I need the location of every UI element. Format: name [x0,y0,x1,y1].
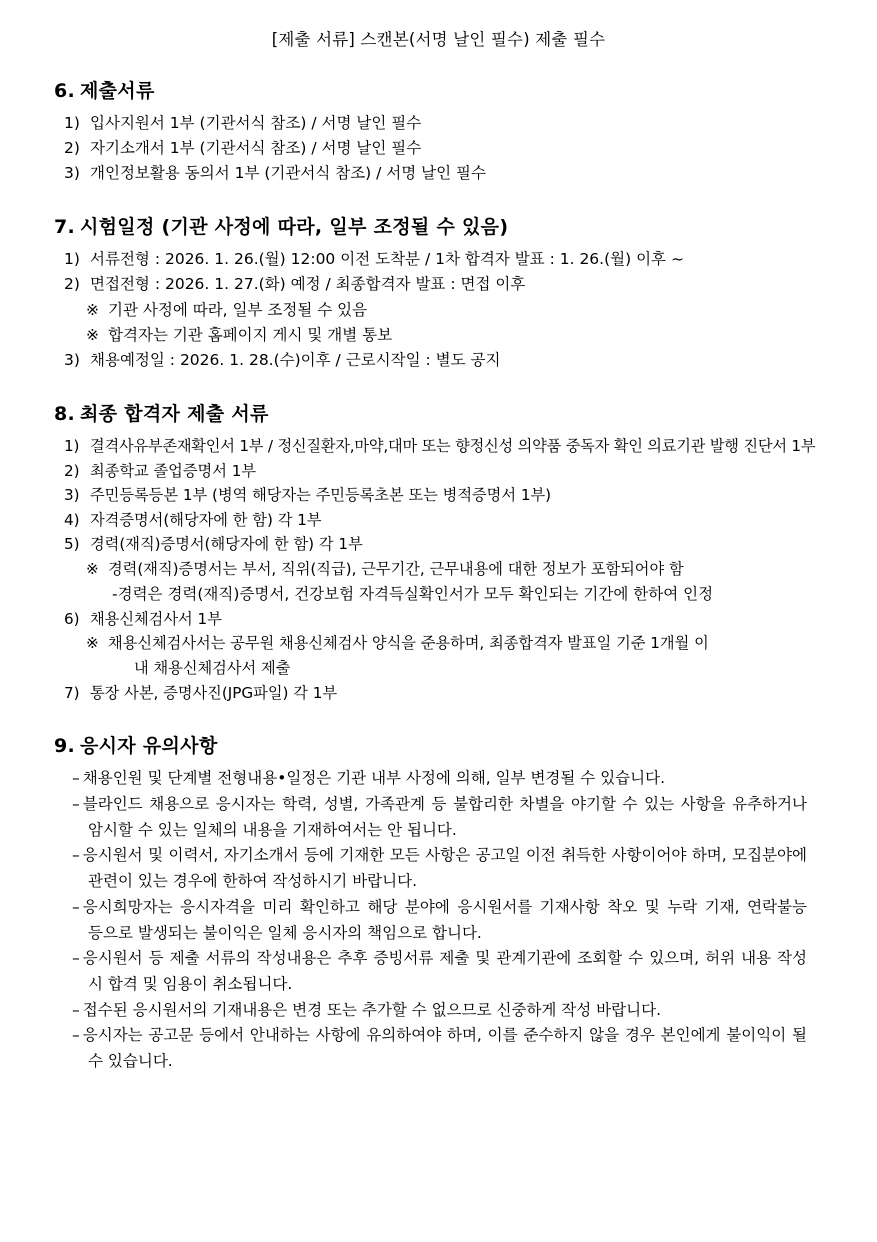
item-text: 서류전형 : 2026. 1. 26.(월) 12:00 이전 도착분 / 1차 합격자 발표 : 1. 26.(월) 이후 ~ [90,250,684,269]
note-mark: ※ [86,300,99,319]
item-label: 3) [64,350,80,369]
section-9-title [42,731,835,758]
item-text: 응시원서 등 제출 서류의 작성내용은 추후 증빙서류 제출 및 관계기관에 조회할 수 있으며, 허위 내용 작성 시 합격 및 임용이 취소됩니다. [82,949,807,993]
list-item-subnote [42,582,835,607]
item-text: 접수된 응시원서의 기재내용은 변경 또는 추가할 수 없으므로 신중하게 작성 바랍니다. [82,1000,662,1019]
item-label: 1) [64,114,80,132]
dash-marker: – [72,846,80,865]
item-text: 채용인원 및 단계별 전형내용•일정은 기관 내부 사정에 의해, 일부 변경될 수 있습니다. [82,769,666,788]
list-item [42,272,835,297]
section-8-list [42,434,835,705]
section-6-title [42,76,835,103]
section-7 [42,212,835,373]
list-item [42,161,835,186]
section-9 [42,731,835,1075]
item-label: 1) [64,250,80,269]
section-7-heading: 시험일정 (기관 사정에 따라, 일부 조정될 수 있음) [80,216,509,239]
list-item [42,1023,835,1074]
section-6-list [42,111,835,186]
list-item-note-continuation [42,656,835,681]
item-label: 1) [64,436,80,455]
list-item [42,508,835,533]
dash-marker: – [72,1026,80,1045]
item-text: 통장 사본, 증명사진(JPG파일) 각 1부 [90,683,338,702]
list-item [42,459,835,484]
section-6-heading: 제출서류 [80,80,155,102]
item-text: 채용예정일 : 2026. 1. 28.(수)이후 / 근로시작일 : 별도 공지 [90,350,501,369]
item-label: 2) [64,461,80,480]
section-6 [42,76,835,186]
item-text: -경력은 경력(재직)증명서, 건강보험 자격득실확인서가 모두 확인되는 기간에 한하여 인정 [112,584,714,603]
list-item [42,434,835,459]
item-text: 응시원서 및 이력서, 자기소개서 등에 기재한 모든 사항은 공고일 이전 취득한 사항이어야 하며, 모집분야에 관련이 있는 경우에 한하여 작성하시기 바랍니다. [82,846,807,891]
section-8-number: 8. [54,402,76,425]
list-item [42,946,835,997]
item-label: 7) [64,683,80,702]
section-7-title [42,212,835,239]
note-mark: ※ [86,325,99,344]
list-item [42,607,835,632]
item-text: 개인정보활용 동의서 1부 (기관서식 참조) / 서명 날인 필수 [90,164,487,183]
item-text: 채용신체검사서는 공무원 채용신체검사 양식을 준용하며, 최종합격자 발표일 기준 1개월 이 [108,634,709,653]
list-item [42,792,835,843]
list-item [42,843,835,894]
list-item [42,136,835,161]
item-text: 기관 사정에 따라, 일부 조정될 수 있음 [108,300,368,319]
item-label: 4) [64,510,80,529]
item-text: 면접전형 : 2026. 1. 27.(화) 예정 / 최종합격자 발표 : 면접 이후 [90,275,526,294]
list-item-note [42,298,835,323]
section-7-number: 7. [54,216,76,239]
list-item [42,766,835,792]
dash-marker: – [72,949,80,968]
list-item [42,111,835,136]
item-label: 5) [64,535,80,554]
item-text: 내 채용신체검사서 제출 [134,658,291,677]
list-item [42,348,835,373]
section-6-number: 6. [54,80,76,102]
document-header-title: [제출 서류] 스캔본(서명 날인 필수) 제출 필수 [271,30,606,49]
dash-marker: – [72,897,80,916]
section-9-list [42,766,835,1075]
item-text: 주민등록등본 1부 (병역 해당자는 주민등록초본 또는 병적증명서 1부) [90,486,552,505]
item-text: 채용신체검사서 1부 [90,609,222,628]
list-item-note [42,323,835,348]
note-mark: ※ [86,634,99,653]
item-text: 응시희망자는 응시자격을 미리 확인하고 해당 분야에 응시원서를 기재사항 착오 및 누락 기재, 연락불능 등으로 발생되는 불이익은 일체 응시자의 책임으로 합니다. [82,897,807,942]
item-text: 합격자는 기관 홈페이지 게시 및 개별 통보 [108,325,393,344]
list-item [42,532,835,557]
item-text: 결격사유부존재확인서 1부 / 정신질환자,마약,대마 또는 향정신성 의약품 중독자 확인 의료기관 발행 진단서 1부 [90,436,816,455]
item-text: 자기소개서 1부 (기관서식 참조) / 서명 날인 필수 [90,139,422,158]
item-text: 자격증명서(해당자에 한 함) 각 1부 [90,510,322,529]
item-text: 응시자는 공고문 등에서 안내하는 사항에 유의하여야 하며, 이를 준수하지 않을 경우 본인에게 불이익이 될 수 있습니다. [82,1026,807,1071]
list-item-note [42,557,835,582]
list-item [42,998,835,1024]
section-8-title [42,399,835,426]
item-label: 6) [64,609,80,628]
item-text: 경력(재직)증명서는 부서, 직위(직급), 근무기간, 근무내용에 대한 정보가 포함되어야 함 [108,560,684,578]
item-label: 2) [64,139,80,158]
section-9-number: 9. [54,735,76,758]
section-8 [42,399,835,705]
section-9-heading: 응시자 유의사항 [80,735,218,758]
item-label: 3) [64,486,80,505]
list-item [42,483,835,508]
note-mark: ※ [86,560,99,578]
list-item [42,681,835,706]
item-text: 입사지원서 1부 (기관서식 참조) / 서명 날인 필수 [90,114,422,132]
item-text: 최종학교 졸업증명서 1부 [90,461,257,480]
section-7-list [42,247,835,373]
item-text: 경력(재직)증명서(해당자에 한 함) 각 1부 [90,535,363,554]
dash-marker: – [72,769,80,788]
section-8-heading: 최종 합격자 제출 서류 [80,402,269,425]
item-text: 블라인드 채용으로 응시자는 학력, 성별, 가족관계 등 불합리한 차별을 야기할 수 있는 사항을 유추하거나 암시할 수 있는 일체의 내용을 기재하여서는 안 됩니다. [82,794,807,839]
list-item [42,895,835,946]
item-label: 3) [64,164,80,183]
dash-marker: – [72,794,80,813]
dash-marker: – [72,1000,80,1019]
item-label: 2) [64,275,80,294]
list-item-note [42,631,835,656]
list-item [42,247,835,272]
